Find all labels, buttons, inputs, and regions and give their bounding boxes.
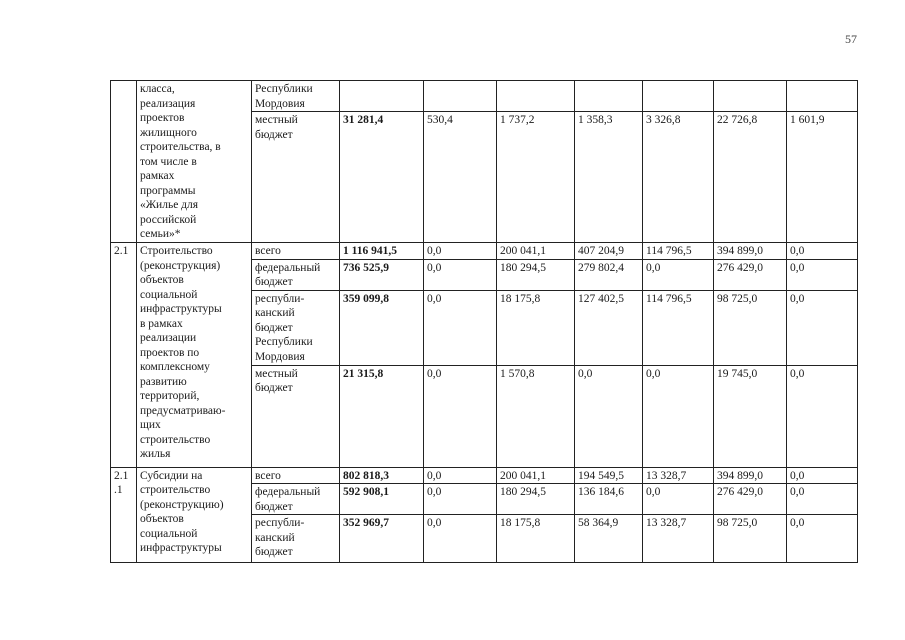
- page-number: 57: [845, 32, 857, 46]
- value-cell: 0,0: [643, 484, 714, 515]
- value-cell-total: 352 969,7: [340, 515, 424, 563]
- value-cell-total: 31 281,4: [340, 112, 424, 243]
- value-cell: [424, 81, 497, 112]
- value-cell: 394 899,0: [714, 467, 787, 484]
- funding-source-cell: Республики Мордовия: [252, 81, 340, 112]
- value-cell: 127 402,5: [575, 290, 643, 365]
- value-cell: 0,0: [424, 484, 497, 515]
- value-cell: [714, 81, 787, 112]
- value-cell: 0,0: [424, 259, 497, 290]
- value-cell: 0,0: [424, 243, 497, 260]
- value-cell: 98 725,0: [714, 290, 787, 365]
- value-cell: 0,0: [787, 467, 858, 484]
- value-cell: 276 429,0: [714, 259, 787, 290]
- value-cell: 530,4: [424, 112, 497, 243]
- value-cell: 136 184,6: [575, 484, 643, 515]
- row-index-cell: 2.1 .1: [111, 467, 137, 563]
- value-cell: 0,0: [787, 515, 858, 563]
- value-cell-total: 592 908,1: [340, 484, 424, 515]
- value-cell: 180 294,5: [497, 484, 575, 515]
- value-cell: 0,0: [787, 259, 858, 290]
- value-cell: 18 175,8: [497, 290, 575, 365]
- value-cell: 19 745,0: [714, 365, 787, 467]
- value-cell: 0,0: [643, 365, 714, 467]
- value-cell-total: 736 525,9: [340, 259, 424, 290]
- measure-name-cell: Субсидии на строительство (реконструкцию) объектов социальной инфраструктуры: [137, 467, 252, 563]
- value-cell: 22 726,8: [714, 112, 787, 243]
- value-cell: 279 802,4: [575, 259, 643, 290]
- value-cell: 0,0: [787, 243, 858, 260]
- value-cell: [575, 81, 643, 112]
- value-cell: [787, 81, 858, 112]
- value-cell: 1 601,9: [787, 112, 858, 243]
- funding-source-cell: республи- канский бюджет Республики Мордовия: [252, 290, 340, 365]
- row-index-cell: [111, 81, 137, 243]
- table-row: [111, 81, 858, 112]
- value-cell: 0,0: [424, 290, 497, 365]
- value-cell: 194 549,5: [575, 467, 643, 484]
- measure-name-cell: Строительство (реконструкция) объектов социальной инфраструктуры в рамках реализации проектов по комплексному развитию территорий, предусматриваю- щих строительство жилья: [137, 243, 252, 468]
- value-cell: 18 175,8: [497, 515, 575, 563]
- table-row: [111, 243, 858, 260]
- value-cell: 98 725,0: [714, 515, 787, 563]
- value-cell: 200 041,1: [497, 467, 575, 484]
- value-cell: 0,0: [575, 365, 643, 467]
- value-cell: 407 204,9: [575, 243, 643, 260]
- funding-source-cell: всего: [252, 467, 340, 484]
- funding-source-cell: местный бюджет: [252, 112, 340, 243]
- value-cell: 0,0: [787, 290, 858, 365]
- value-cell: 180 294,5: [497, 259, 575, 290]
- value-cell: 276 429,0: [714, 484, 787, 515]
- value-cell: [497, 81, 575, 112]
- funding-source-cell: местный бюджет: [252, 365, 340, 467]
- value-cell-total: [340, 81, 424, 112]
- value-cell-total: 359 099,8: [340, 290, 424, 365]
- value-cell: 0,0: [424, 467, 497, 484]
- value-cell: 0,0: [424, 365, 497, 467]
- funding-source-cell: республи- канский бюджет: [252, 515, 340, 563]
- value-cell-total: 21 315,8: [340, 365, 424, 467]
- value-cell: [643, 81, 714, 112]
- table-row: [111, 467, 858, 484]
- value-cell: 0,0: [787, 484, 858, 515]
- value-cell: 114 796,5: [643, 290, 714, 365]
- value-cell-total: 802 818,3: [340, 467, 424, 484]
- funding-source-cell: федеральный бюджет: [252, 484, 340, 515]
- value-cell-total: 1 116 941,5: [340, 243, 424, 260]
- value-cell: 1 737,2: [497, 112, 575, 243]
- value-cell: 58 364,9: [575, 515, 643, 563]
- value-cell: 3 326,8: [643, 112, 714, 243]
- value-cell: 114 796,5: [643, 243, 714, 260]
- value-cell: 1 570,8: [497, 365, 575, 467]
- value-cell: 0,0: [424, 515, 497, 563]
- budget-table: [110, 80, 858, 563]
- value-cell: 394 899,0: [714, 243, 787, 260]
- value-cell: 200 041,1: [497, 243, 575, 260]
- value-cell: 13 328,7: [643, 515, 714, 563]
- funding-source-cell: федеральный бюджет: [252, 259, 340, 290]
- value-cell: 0,0: [643, 259, 714, 290]
- funding-source-cell: всего: [252, 243, 340, 260]
- measure-name-cell: класса, реализация проектов жилищного строительства, в том числе в рамках программы «Жилье для российской семьи»*: [137, 81, 252, 243]
- value-cell: 13 328,7: [643, 467, 714, 484]
- row-index-cell: 2.1: [111, 243, 137, 468]
- value-cell: 0,0: [787, 365, 858, 467]
- value-cell: 1 358,3: [575, 112, 643, 243]
